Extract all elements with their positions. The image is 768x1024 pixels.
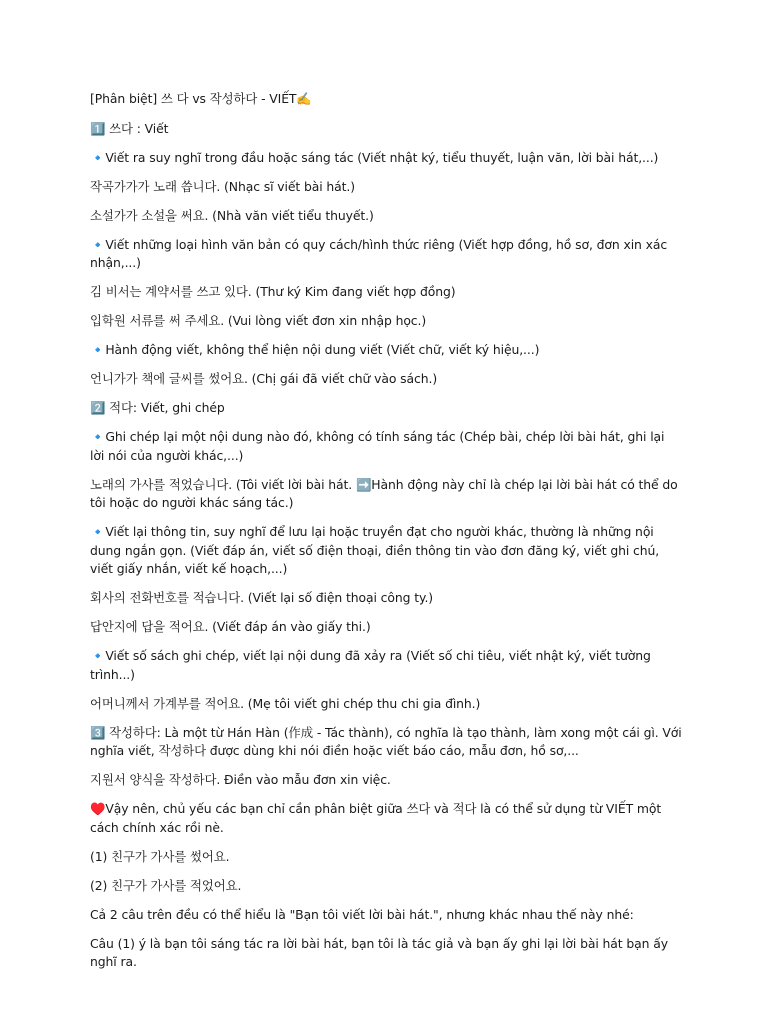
example-sentence: 지원서 양식을 작성하다. Điền vào mẫu đơn xin việc. [90, 772, 391, 787]
summary-paragraph: ♥️Vậy nên, chủ yếu các bạn chỉ cần phân biệt giữa 쓰다 và 적다 là có thể sử dụng từ VIẾT một cách chính xác rồi nè. [90, 801, 662, 835]
document-page [90, 90, 682, 982]
example-sentence: 작곡가가가 노래 씁니다. (Nhạc sĩ viết bài hát.) [90, 178, 355, 194]
bullet-paragraph: 🔹Viết những loại hình văn bản có quy cách/hình thức riêng (Viết hợp đồng, hồ sơ, đơn xin xác nhận,...) [90, 236, 668, 270]
explanation-paragraph: Cả 2 câu trên đều có thể hiểu là "Bạn tôi viết lời bài hát.", nhưng khác nhau thế này nhé: [90, 906, 634, 922]
example-sentence: (2) 친구가 가사를 적었어요. [90, 877, 242, 893]
section-heading-1: 1️⃣ 쓰다 : Viết [90, 120, 169, 136]
example-sentence: 어머니께서 가계부를 적어요. (Mẹ tôi viết ghi chép thu chi gia đình.) [90, 695, 481, 711]
bullet-paragraph: 🔹Viết ra suy nghĩ trong đầu hoặc sáng tác (Viết nhật ký, tiểu thuyết, luận văn, lời bài hát,...) [90, 149, 659, 165]
example-sentence: 회사의 전화번호를 적습니다. (Viết lại số điện thoại công ty.) [90, 590, 434, 605]
example-sentence: (1) 친구가 가사를 썼어요. [90, 848, 230, 864]
example-sentence: 소설가가 소설을 써요. (Nhà văn viết tiểu thuyết.) [90, 207, 374, 223]
section-heading-2: 2️⃣ 적다: Viết, ghi chép [90, 400, 225, 415]
section-heading-3: 3️⃣ 작성하다: Là một từ Hán Hàn (作成 - Tác thành), có nghĩa là tạo thành, làm xong một cái gì. Với nghĩa viết, 작성하다 được dùng khi nói điền hoặc viết báo cáo, mẫu đơn, hồ sơ,... [90, 724, 682, 758]
example-sentence: 김 비서는 계약서를 쓰고 있다. (Thư ký Kim đang viết hợp đồng) [90, 284, 456, 299]
bullet-paragraph: 🔹Hành động viết, không thể hiện nội dung viết (Viết chữ, viết ký hiệu,...) [90, 342, 540, 357]
document-title: [Phân biệt] 쓰 다 vs 작성하다 - VIẾT✍️ [90, 91, 312, 106]
example-sentence: 언니가가 책에 글씨를 썼어요. (Chị gái đã viết chữ vào sách.) [90, 371, 438, 386]
example-sentence: 노래의 가사를 적었습니다. (Tôi viết lời bài hát. ➡️Hành động này chỉ là chép lại lời bài hát có thể do tôi hoặc do người khác sáng tác.) [90, 476, 678, 510]
example-sentence: 입학원 서류를 써 주세요. (Vui lòng viết đơn xin nhập học.) [90, 313, 427, 328]
bullet-paragraph: 🔹Ghi chép lại một nội dung nào đó, không có tính sáng tác (Chép bài, chép lời bài hát, ghi lại lời nói của người khác,...) [90, 429, 665, 463]
bullet-paragraph: 🔹Viết số sách ghi chép, viết lại nội dung đã xảy ra (Viết số chi tiêu, viết nhật ký, viết tường trình...) [90, 648, 651, 682]
explanation-paragraph: Câu (1) ý là bạn tôi sáng tác ra lời bài hát, bạn tôi là tác giả và bạn ấy ghi lại lời bài hát bạn ấy nghĩ ra. [90, 935, 668, 969]
example-sentence: 답안지에 답을 적어요. (Viết đáp án vào giấy thi.) [90, 619, 371, 634]
bullet-paragraph: 🔹Viết lại thông tin, suy nghĩ để lưu lại hoặc truyền đạt cho người khác, thường là những nội dung ngắn gọn. (Viết đáp án, viết số điện thoại, điền thông tin vào đơn đăng ký, viết ghi chú, viết giấy nhắn, viết kế hoạch,...) [90, 524, 660, 576]
